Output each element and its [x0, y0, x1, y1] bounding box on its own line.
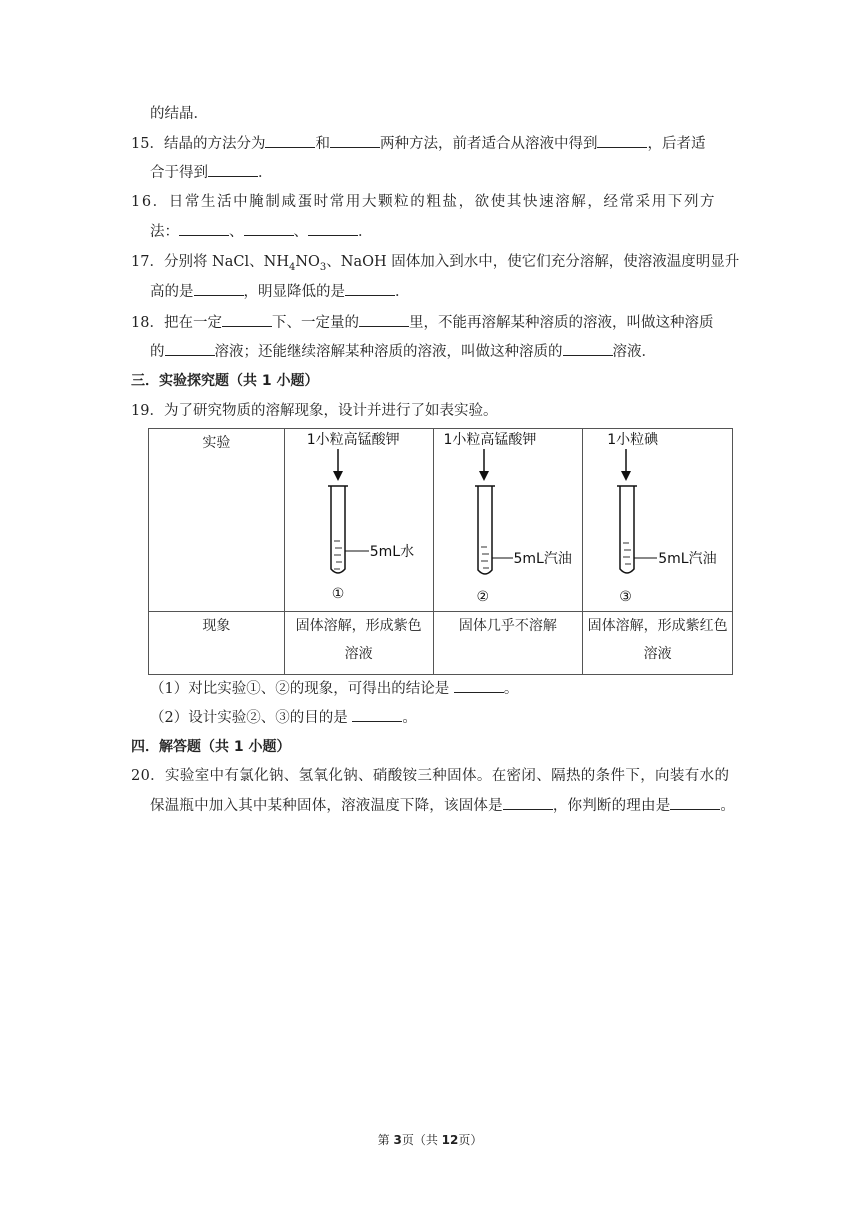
blank	[345, 281, 395, 296]
tube-1-top-label: 1小粒高锰酸钾	[306, 432, 400, 448]
blank	[330, 133, 380, 148]
test-tube-1-diagram	[285, 429, 434, 611]
blank	[222, 312, 272, 327]
test-tube-2-diagram	[434, 429, 584, 611]
blank	[503, 795, 553, 810]
tube-cell-3	[583, 429, 733, 612]
page-footer: 第 3页（共 12页）	[377, 1133, 483, 1147]
row-label-experiment: 实验	[149, 429, 285, 612]
tube-3-top-label: 1小粒碘	[607, 432, 659, 448]
question-20: 20．实验室中有氯化钠、氢氧化钠、硝酸铵三种固体。在密闭、隔热的条件下，向装有水的	[131, 768, 730, 784]
question-19: 19．为了研究物质的溶解现象，设计并进行了如表实验。	[131, 403, 498, 419]
phenomenon-3: 固体溶解，形成紫红色 溶液	[583, 612, 733, 675]
blank	[165, 341, 215, 356]
question-18: 18．把在一定 下、一定量的 里，不能再溶解某种溶质的溶液，叫做这种溶质	[131, 312, 713, 333]
blank	[244, 221, 294, 236]
blank	[359, 312, 409, 327]
question-17-cont: 高的是 ，明显降低的是 ．	[150, 281, 410, 302]
question-15-cont: 合于得到 ．	[150, 162, 273, 183]
tube-cell-2	[433, 429, 583, 612]
row-label-phenomenon: 现象	[149, 612, 285, 675]
section-4-heading: 四．解答题（共 1 小题）	[131, 739, 291, 755]
question-18-cont: 的 溶液；还能继续溶解某种溶质的溶液，叫做这种溶质的 溶液．	[150, 341, 656, 362]
blank	[265, 133, 315, 148]
tube-3-number: ③	[619, 589, 632, 605]
phenomenon-2: 固体几乎不溶解	[433, 612, 583, 675]
blank	[563, 341, 613, 356]
blank	[597, 133, 647, 148]
question-16: 16．日常生活中腌制咸蛋时常用大颗粒的粗盐，欲使其快速溶解，经常采用下列方	[131, 194, 717, 210]
question-15: 15．结晶的方法分为 和 两种方法，前者适合从溶液中得到 ，后者适	[131, 133, 705, 154]
blank	[308, 221, 358, 236]
question-16-cont: 法： 、 、 ．	[150, 221, 373, 242]
tube-3-liquid-label: 5mL汽油	[658, 551, 717, 567]
blank	[352, 707, 402, 722]
tube-2-liquid-label: 5mL汽油	[513, 551, 572, 567]
experiment-table	[148, 428, 733, 675]
phenomenon-1: 固体溶解，形成紫色 溶液	[284, 612, 433, 675]
blank	[670, 795, 720, 810]
q14-tail: 的结晶．	[150, 106, 208, 122]
blank	[454, 678, 504, 693]
blank	[179, 221, 229, 236]
question-20-cont: 保温瓶中加入其中某种固体，溶液温度下降，该固体是 ，你判断的理由是 。	[150, 795, 735, 816]
question-19-sub1: （1）对比实验①、②的现象，可得出的结论是 。	[150, 678, 518, 699]
question-19-sub2: （2）设计实验②、③的目的是 。	[150, 707, 417, 728]
tube-2-top-label: 1小粒高锰酸钾	[443, 432, 537, 448]
tube-cell-1	[284, 429, 433, 612]
test-tube-3-diagram	[583, 429, 733, 611]
section-3-heading: 三．实验探究题（共 1 小题）	[131, 373, 319, 389]
blank	[194, 281, 244, 296]
tube-1-number: ①	[331, 586, 345, 602]
tube-1-liquid-label: 5mL水	[369, 544, 415, 560]
tube-2-number: ②	[476, 589, 490, 605]
blank	[208, 162, 258, 177]
question-17: 17．分别将 NaCl、$NH_4NO_3$、NaOH 固体加入到水中，使它们充分溶解，使溶液温度明显升	[131, 254, 740, 273]
